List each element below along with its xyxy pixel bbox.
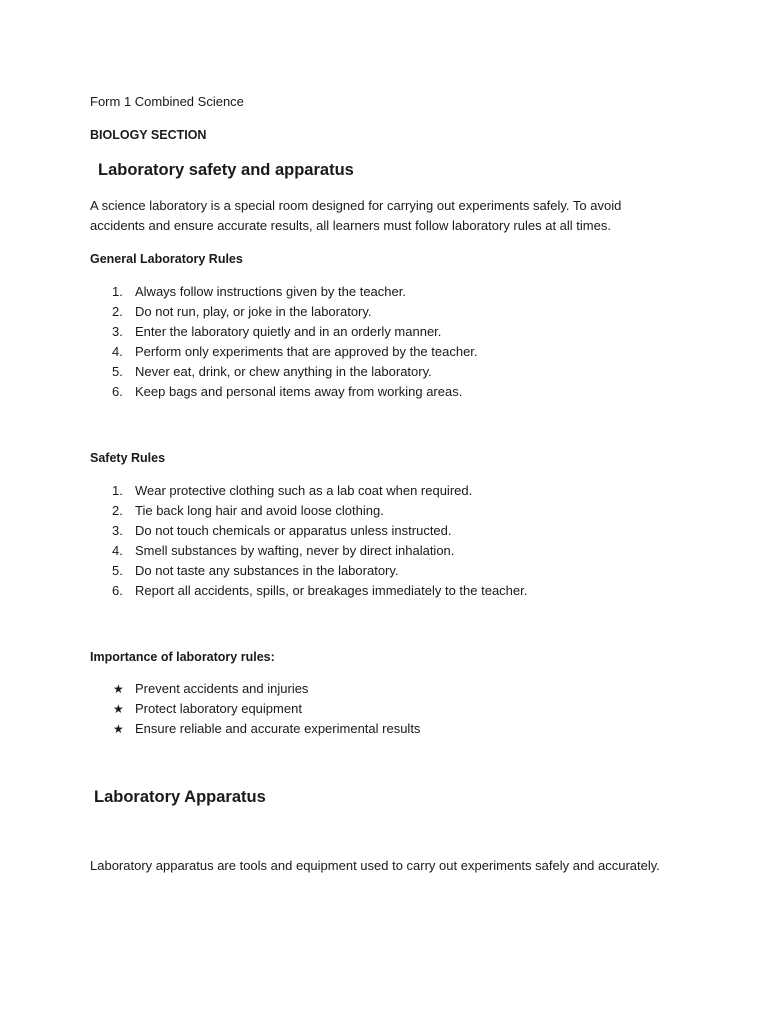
list-text: Do not run, play, or joke in the laboratory. (135, 304, 372, 319)
intro-paragraph: A science laboratory is a special room designed for carrying out experiments safely. To avoid accidents and ensure accurate results, all learners must follow laboratory rules at all times. (90, 198, 622, 233)
list-number: 5. (112, 364, 123, 379)
section-label: BIOLOGY SECTION (90, 128, 207, 142)
list-number: 5. (112, 563, 123, 578)
list-text: Ensure reliable and accurate experimental results (135, 721, 421, 736)
list-item (90, 322, 478, 342)
list-number: 1. (112, 284, 123, 299)
list-text: Enter the laboratory quietly and in an orderly manner. (135, 324, 442, 339)
list-item (90, 561, 527, 581)
list-number: 2. (112, 503, 123, 518)
list-item (90, 302, 478, 322)
star-bullet-icon: ★ (113, 682, 124, 696)
list-item (90, 282, 478, 302)
apparatus-title: Laboratory Apparatus (94, 788, 266, 806)
list-text: Do not taste any substances in the laboratory. (135, 563, 399, 578)
list-text: Tie back long hair and avoid loose clothing. (135, 503, 384, 518)
safety-rules-list (90, 481, 527, 601)
list-number: 6. (112, 583, 123, 598)
list-item (90, 699, 420, 719)
list-item (90, 362, 478, 382)
list-text: Report all accidents, spills, or breakages immediately to the teacher. (135, 583, 528, 598)
list-text: Keep bags and personal items away from working areas. (135, 384, 463, 399)
list-item (90, 382, 478, 402)
list-item (90, 342, 478, 362)
star-bullet-icon: ★ (113, 702, 124, 716)
list-text: Always follow instructions given by the teacher. (135, 284, 406, 299)
list-text: Do not touch chemicals or apparatus unless instructed. (135, 523, 452, 538)
list-number: 4. (112, 344, 123, 359)
list-text: Wear protective clothing such as a lab coat when required. (135, 483, 473, 498)
list-item (90, 581, 527, 601)
apparatus-intro: Laboratory apparatus are tools and equipment used to carry out experiments safely and accurately. (90, 858, 660, 873)
importance-heading: Importance of laboratory rules: (90, 650, 275, 664)
page-title: Laboratory safety and apparatus (98, 161, 354, 179)
list-number: 1. (112, 483, 123, 498)
list-text: Protect laboratory equipment (135, 701, 302, 716)
importance-list (90, 679, 420, 739)
list-item (90, 719, 420, 739)
list-text: Perform only experiments that are approved by the teacher. (135, 344, 478, 359)
list-number: 2. (112, 304, 123, 319)
safety-rules-heading: Safety Rules (90, 451, 166, 465)
list-item (90, 521, 527, 541)
list-text: Never eat, drink, or chew anything in the laboratory. (135, 364, 432, 379)
list-item (90, 541, 527, 561)
list-item (90, 481, 527, 501)
general-rules-list (90, 282, 478, 402)
list-text: Prevent accidents and injuries (135, 681, 309, 696)
general-rules-heading: General Laboratory Rules (90, 252, 243, 266)
list-item (90, 679, 420, 699)
list-number: 6. (112, 384, 123, 399)
list-number: 3. (112, 523, 123, 538)
list-text: Smell substances by wafting, never by direct inhalation. (135, 543, 455, 558)
star-bullet-icon: ★ (113, 722, 124, 736)
doc-header: Form 1 Combined Science (90, 94, 244, 109)
list-item (90, 501, 527, 521)
list-number: 3. (112, 324, 123, 339)
list-number: 4. (112, 543, 123, 558)
